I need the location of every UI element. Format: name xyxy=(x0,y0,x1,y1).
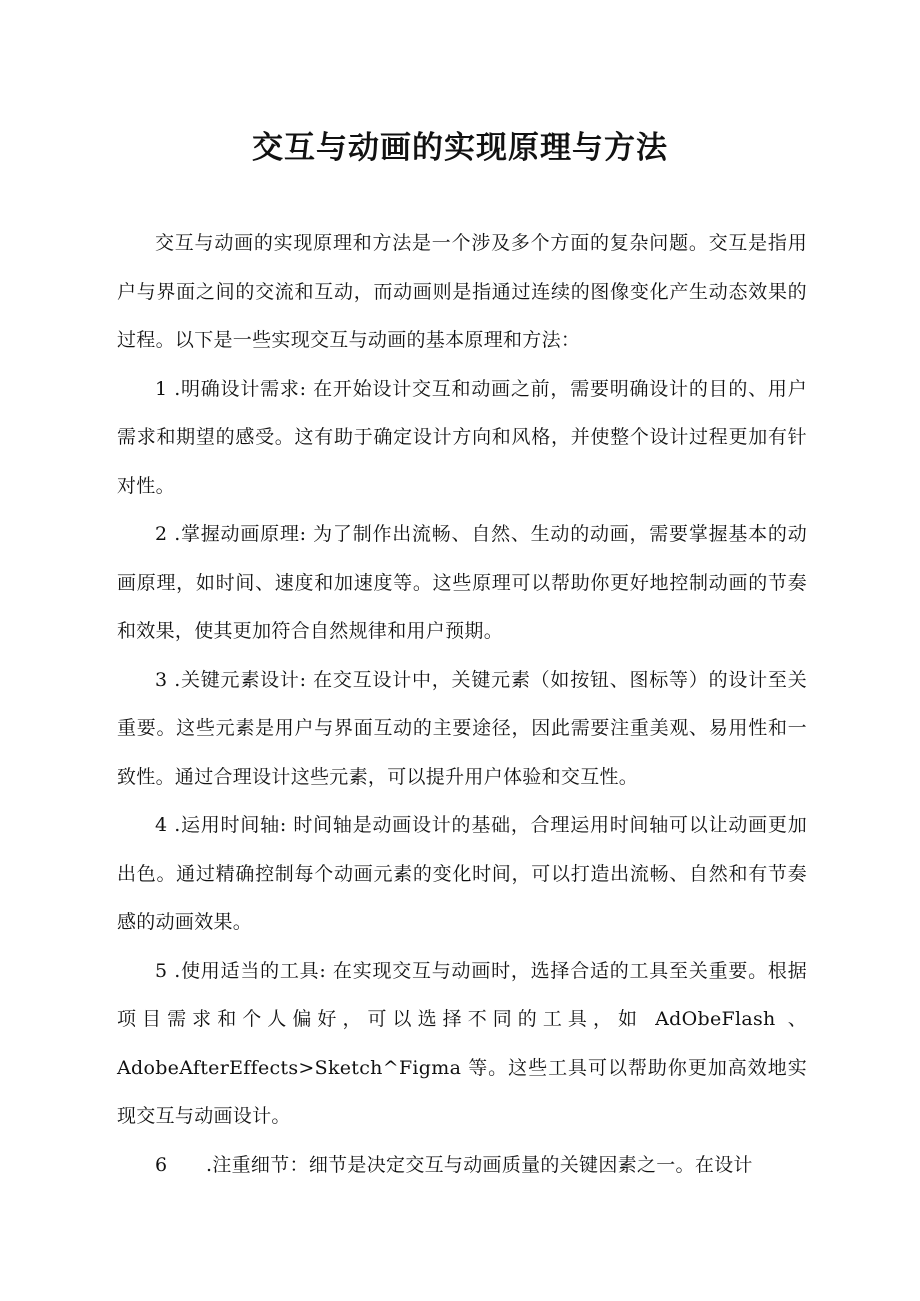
paragraph-item-3: 3 .关键元素设计: 在交互设计中，关键元素（如按钮、图标等）的设计至关重要。这些元素是用户与界面互动的主要途径，因此需要注重美观、易用性和一致性。通过合理设计这些元素，可以提升用户体验和交互性。 xyxy=(117,668,807,788)
page-title: 交互与动画的实现原理与方法 xyxy=(252,130,668,166)
paragraph-item-6: 6 .注重细节：细节是决定交互与动画质量的关键因素之一。在设计 xyxy=(155,1153,753,1176)
paragraph-item-1: 1 .明确设计需求: 在开始设计交互和动画之前，需要明确设计的目的、用户需求和期望的感受。这有助于确定设计方向和风格，并使整个设计过程更加有针对性。 xyxy=(117,377,807,497)
paragraph-item-4: 4 .运用时间轴: 时间轴是动画设计的基础，合理运用时间轴可以让动画更加出色。通过精确控制每个动画元素的变化时间，可以打造出流畅、自然和有节奏感的动画效果。 xyxy=(117,814,807,933)
paragraph-item-5: 5 .使用适当的工具: 在实现交互与动画时，选择合适的工具至关重要。根据项目需求和个人偏好，可以选择不同的工具，如 AdObeFlash 、AdobeAfterEffects>Sketch^Figma 等。这些工具可以帮助你更加高效地实现交互与动画设计。 xyxy=(117,959,807,1127)
paragraph-item-2: 2 .掌握动画原理: 为了制作出流畅、自然、生动的动画，需要掌握基本的动画原理，如时间、速度和加速度等。这些原理可以帮助你更好地控制动画的节奏和效果，使其更加符合自然规律和用户预期。 xyxy=(117,523,807,642)
paragraph-intro: 交互与动画的实现原理和方法是一个涉及多个方面的复杂问题。交互是指用户与界面之间的交流和互动，而动画则是指通过连续的图像变化产生动态效果的过程。以下是一些实现交互与动画的基本原理和方法： xyxy=(117,232,807,351)
document-body xyxy=(117,219,807,1189)
